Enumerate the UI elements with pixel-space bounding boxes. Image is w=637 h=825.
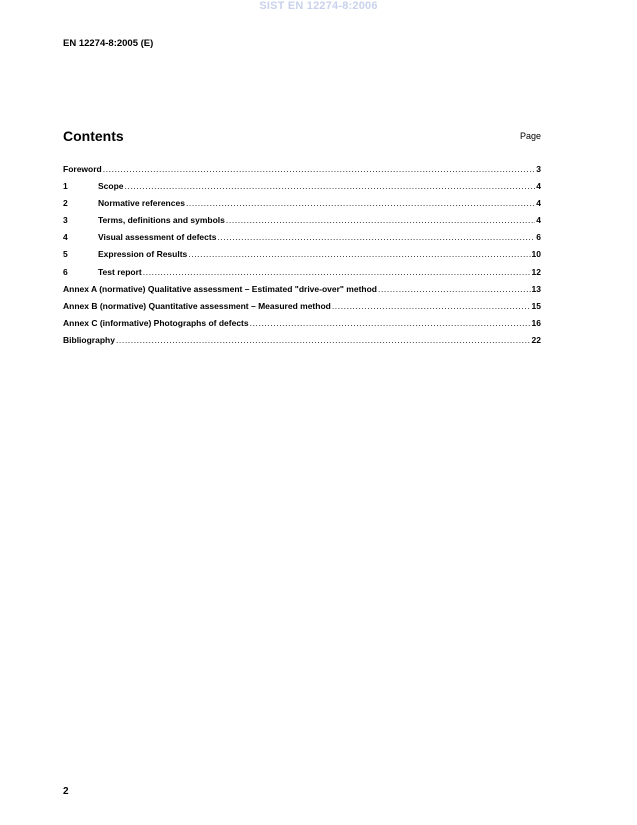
contents-heading: Contents — [63, 128, 124, 144]
toc-entry-normative-references[interactable] — [63, 198, 541, 215]
toc-entry-title: Test report — [98, 266, 142, 277]
toc-leader-dots — [226, 215, 535, 225]
toc-leader-dots — [125, 181, 536, 191]
toc-entry-page: 22 — [531, 334, 541, 345]
toc-entry-title: Expression of Results — [98, 249, 188, 260]
toc-entry-title: Foreword — [63, 164, 102, 174]
toc-leader-dots — [103, 164, 536, 174]
toc-leader-dots — [378, 284, 531, 294]
toc-entry-bibliography[interactable] — [63, 335, 541, 352]
toc-entry-title: Annex A (normative) Qualitative assessment – Estimated "drive-over" method — [63, 283, 377, 294]
toc-entry-annex-a[interactable] — [63, 284, 541, 301]
toc-entry-visual-assessment[interactable] — [63, 232, 541, 249]
toc-entry-page: 4 — [536, 181, 541, 192]
toc-entry-scope[interactable] — [63, 181, 541, 198]
toc-entry-title: Annex C (informative) Photographs of defects — [63, 317, 249, 328]
toc-entry-page: 12 — [531, 266, 541, 277]
toc-entry-title: Terms, definitions and symbols — [98, 215, 225, 226]
toc-entry-page: 3 — [536, 164, 541, 174]
toc-leader-dots — [332, 301, 531, 311]
toc-entry-page: 4 — [536, 198, 541, 209]
document-header: EN 12274-8:2005 (E) — [63, 38, 154, 49]
toc-entry-number: 1 — [63, 181, 68, 192]
toc-entry-page: 13 — [531, 283, 541, 294]
table-of-contents — [63, 164, 541, 352]
toc-leader-dots — [188, 249, 530, 259]
page-number: 2 — [63, 786, 69, 797]
watermark: SIST EN 12274-8:2006 — [259, 0, 378, 12]
toc-leader-dots — [186, 198, 535, 208]
toc-entry-number: 4 — [63, 232, 68, 243]
toc-entry-title: Annex B (normative) Quantitative assessment – Measured method — [63, 300, 331, 311]
toc-entry-number: 2 — [63, 198, 68, 209]
toc-entry-title: Scope — [98, 181, 124, 192]
toc-entry-title: Bibliography — [63, 334, 115, 345]
toc-leader-dots — [116, 335, 531, 345]
toc-entry-number: 5 — [63, 249, 68, 260]
toc-entry-title: Visual assessment of defects — [98, 232, 217, 243]
toc-entry-page: 15 — [531, 300, 541, 311]
toc-entry-number: 3 — [63, 215, 68, 226]
toc-entry-foreword[interactable] — [63, 164, 541, 181]
toc-leader-dots — [143, 267, 531, 277]
toc-entry-page: 4 — [536, 215, 541, 226]
toc-leader-dots — [250, 318, 531, 328]
toc-entry-title: Normative references — [98, 198, 185, 209]
toc-entry-annex-c[interactable] — [63, 318, 541, 335]
toc-entry-page: 6 — [536, 232, 541, 243]
toc-entry-expression-of-results[interactable] — [63, 249, 541, 266]
toc-entry-test-report[interactable] — [63, 267, 541, 284]
toc-leader-dots — [217, 232, 535, 242]
toc-entry-annex-b[interactable] — [63, 301, 541, 318]
toc-entry-number: 6 — [63, 266, 68, 277]
toc-entry-page: 10 — [531, 249, 541, 260]
toc-entry-terms-definitions[interactable] — [63, 215, 541, 232]
page-column-label: Page — [519, 131, 541, 141]
toc-entry-page: 16 — [531, 317, 541, 328]
